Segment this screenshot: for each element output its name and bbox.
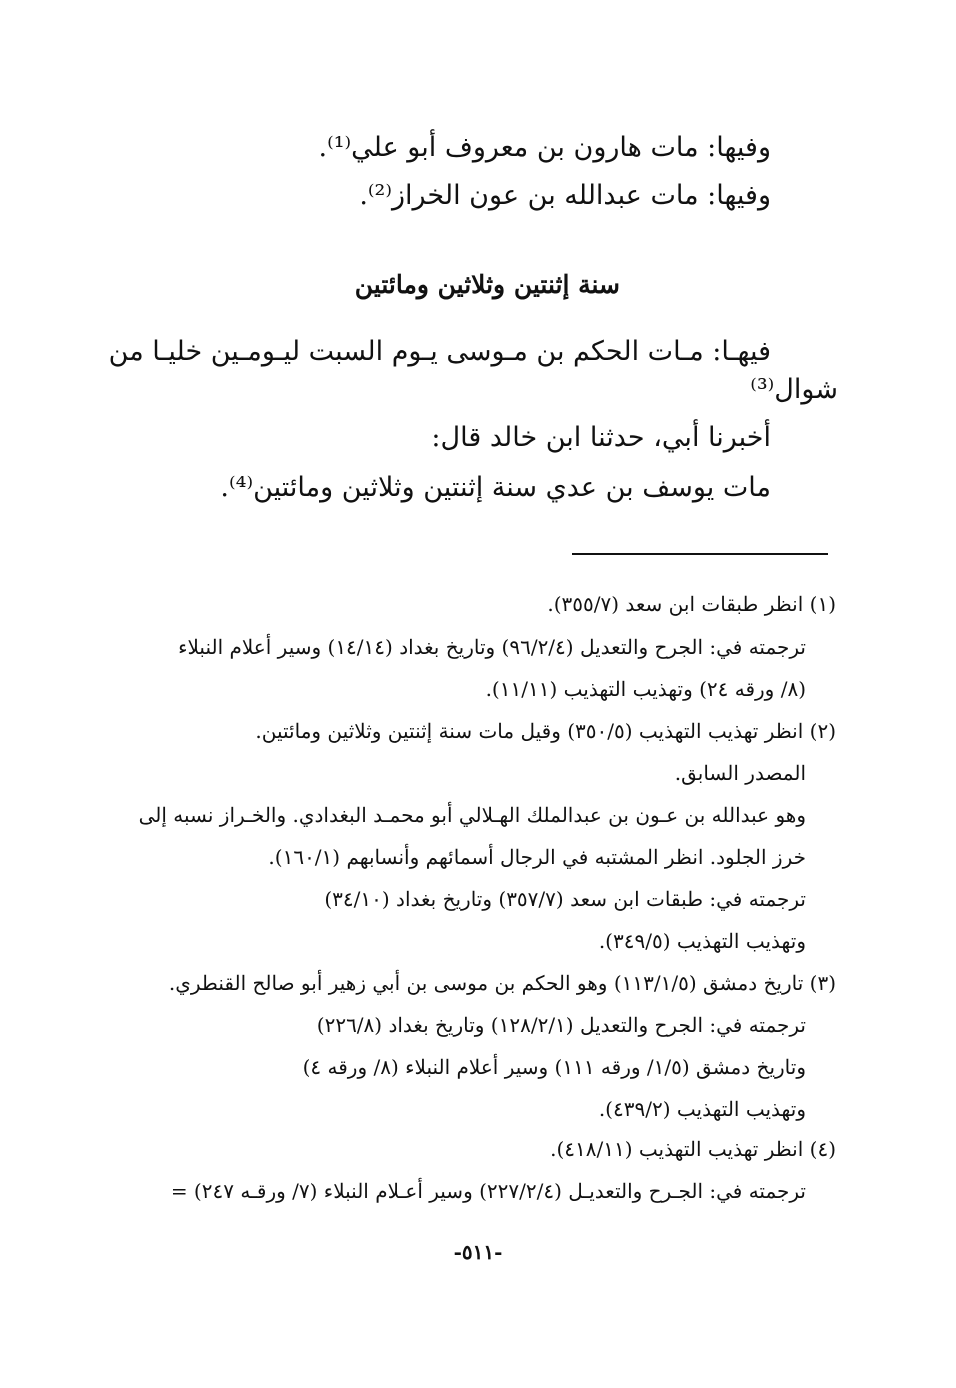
footnote-line-3: (٨/ ورقه ٢٤) وتهذيب التهذيب (١١/١١). xyxy=(485,677,806,701)
footnote-line-6: وهو عبدالله بن عـون بن عبدالملك الهـلالي أبو محمـد البغدادي. والخـراز نسبه إلى xyxy=(138,803,806,827)
footnote-line-7: خرز الجلود. انظر المشتبه في الرجال أسمائهم وأنسابهم (١٦٠/١). xyxy=(268,845,806,869)
footnote-line-1: (١) انظر طبقات ابن سعد (٣٥٥/٧). xyxy=(547,592,836,616)
footnote-line-2: ترجمته في: الجرح والتعديل (٩٦/٢/٤) وتاريخ بغداد (١٤/١٤) وسير أعلام النبلاء xyxy=(178,635,806,659)
footnote-line-13: وتهذيب التهذيب (٤٣٩/٢). xyxy=(598,1097,806,1121)
footnote-line-14: (٤) انظر تهذيب التهذيب (٤١٨/١١). xyxy=(550,1137,836,1161)
page-number: -٥١١- xyxy=(453,1240,503,1264)
footnote-line-12: وتاريخ دمشق (١/٥/ ورقه ١١١) وسير أعلام النبلاء (٨/ ورقه ٤) xyxy=(302,1055,806,1079)
footnote-line-4: (٢) انظر تهذيب التهذيب (٣٥٠/٥) وقيل مات سنة إثنتين وثلاثين ومائتين. xyxy=(255,719,836,743)
section-heading: سنة إثنتين وثلاثين ومائتين xyxy=(354,270,620,299)
footnote-line-9: وتهذيب التهذيب (٣٤٩/٥). xyxy=(598,929,806,953)
body-line-2: وفيها: مات عبدالله بن عون الخراز⁽²⁾. xyxy=(359,180,771,211)
footnote-line-15: ترجمته في: الجـرح والتعديـل (٢٢٧/٢/٤) وسير أعـلام النبلاء (٧/ ورقـه ٢٤٧) = xyxy=(170,1179,806,1203)
body-line-3: فيهـا: مـات الحكم بن مـوسى يـوم السبت ليـومـين خليـا من xyxy=(108,336,771,367)
body-line-5: أخبرنا أبي، حدثنا ابن خالد قال: xyxy=(431,422,771,453)
body-line-6: مات يوسف بن عدي سنة إثنتين وثلاثين ومائتين⁽⁴⁾. xyxy=(220,472,771,503)
body-line-1: وفيها: مات هارون بن معروف أبو علي⁽¹⁾. xyxy=(318,132,771,163)
footnote-line-8: ترجمته في: طبقات ابن سعد (٣٥٧/٧) وتاريخ بغداد (٣٤/١٠) xyxy=(324,887,806,911)
footnote-line-5: المصدر السابق. xyxy=(674,761,806,785)
footnote-line-11: ترجمته في: الجرح والتعديل (١٢٨/٢/١) وتاريخ بغداد (٢٢٦/٨) xyxy=(316,1013,806,1037)
footnote-separator xyxy=(572,553,828,555)
body-line-4: شوال⁽³⁾ xyxy=(750,374,838,405)
footnote-line-10: (٣) تاريخ دمشق (١١٣/١/٥) وهو الحكم بن موسى بن أبي زهير أبو صالح القنطري. xyxy=(168,971,836,995)
